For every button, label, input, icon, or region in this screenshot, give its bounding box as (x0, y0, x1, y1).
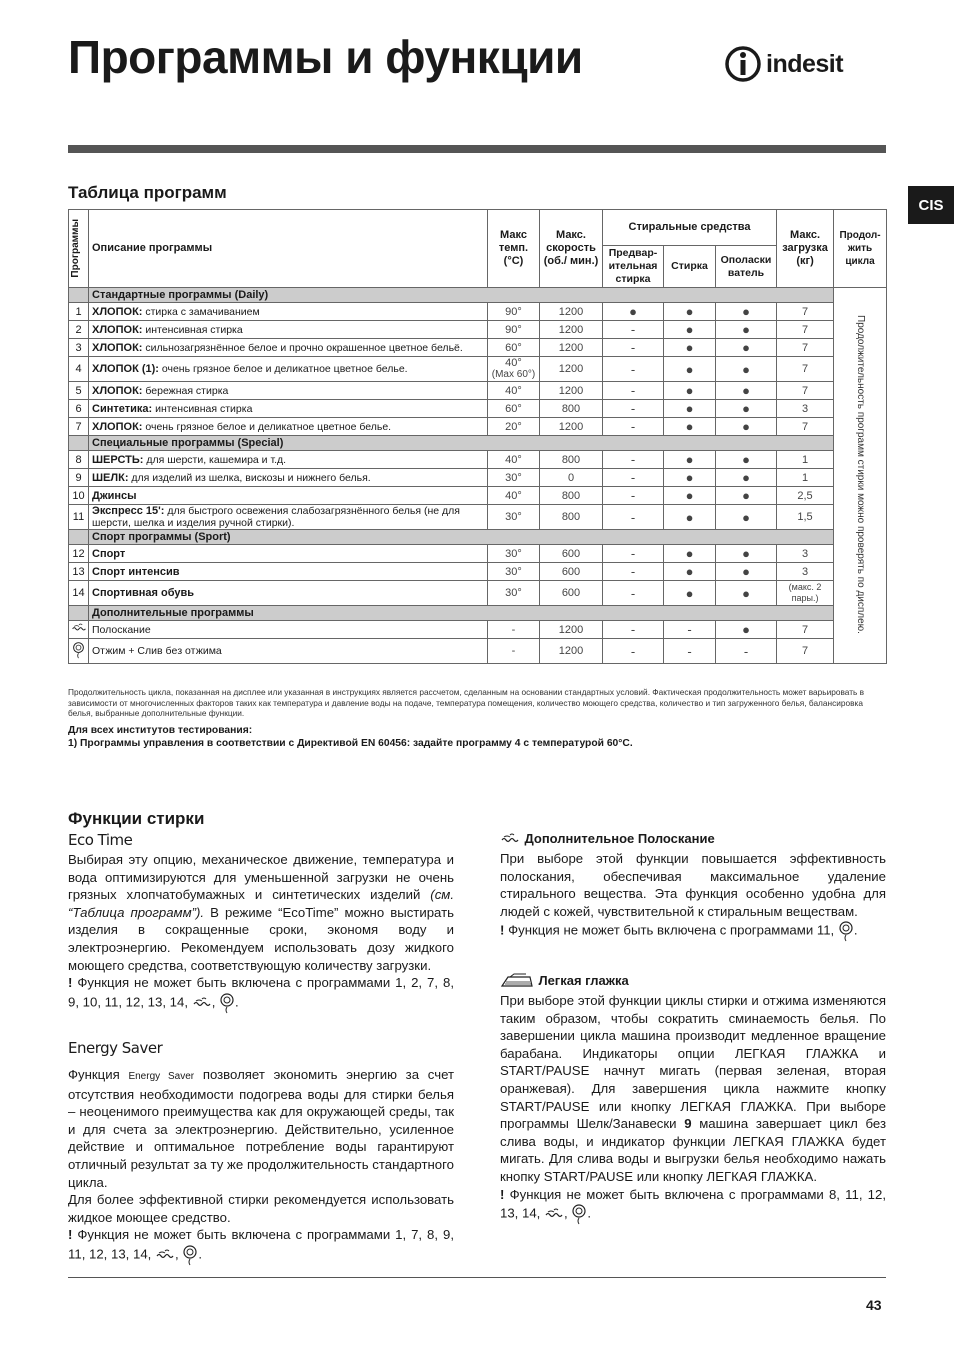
max-temp: 20° (488, 418, 540, 436)
group-label: Специальные программы (Special) (89, 436, 834, 451)
wash-mark: ● (664, 339, 716, 357)
program-detail: для быстрого освежения слабозагрязнённого белья (не для шерсти, шелка и изделия ручной стирки). (92, 505, 460, 529)
prewash-mark: - (603, 400, 664, 418)
max-temp: 40° (488, 487, 540, 505)
prewash-mark: - (603, 621, 664, 639)
period: . (198, 1246, 203, 1262)
energy-saver-logo: Energy Saver (68, 1039, 163, 1057)
wash-mark: ● (664, 400, 716, 418)
program-number: 9 (69, 469, 89, 487)
col-wash: Стирка (664, 246, 716, 288)
table-row (69, 639, 887, 664)
table-row (69, 487, 887, 505)
group-row (69, 436, 887, 451)
max-temp: 60° (488, 339, 540, 357)
table-row (69, 563, 887, 581)
max-load: 7 (777, 621, 834, 639)
max-speed: 1200 (540, 621, 603, 639)
prewash-mark: - (603, 451, 664, 469)
max-temp: 30° (488, 545, 540, 563)
group-label: Спорт программы (Sport) (89, 530, 834, 545)
program-description (89, 545, 488, 563)
rinse-mark: ● (716, 581, 777, 606)
program-name: Джинсы (92, 489, 137, 502)
program-name: ХЛОПОК: (92, 341, 143, 354)
table-row (69, 505, 887, 530)
col-duration: Продол- жить цикла (834, 210, 887, 288)
max-speed: 800 (540, 400, 603, 418)
table-section-title: Таблица программ (68, 183, 227, 202)
max-speed: 600 (540, 545, 603, 563)
col-detergents: Стиральные средства (603, 210, 777, 246)
spin-icon (838, 920, 854, 942)
programs-table (68, 209, 887, 664)
wash-mark: ● (664, 357, 716, 382)
col-description: Описание программы (89, 210, 488, 288)
program-detail: очень грязное белое и деликатное цветное белье. (158, 363, 408, 375)
wash-mark: ● (664, 451, 716, 469)
easy-iron-text-b: машина завершает цикл без слива воды, и индикатор функции ЛЕГКАЯ ГЛАЖКА будет мигать. Для слива воды и выгрузки белья необходимо нажать кнопку START/PAUSE или кнопку ЛЕГКАЯ ГЛАЖКА. (500, 1116, 886, 1184)
program-number: 13 (69, 563, 89, 581)
program-icon-cell (69, 639, 89, 664)
max-temp: 30° (488, 563, 540, 581)
max-speed: 600 (540, 563, 603, 581)
warning-mark: ! (500, 922, 505, 938)
prewash-mark: - (603, 487, 664, 505)
prewash-mark: ● (603, 303, 664, 321)
rinse-mark: ● (716, 563, 777, 581)
max-speed: 1200 (540, 639, 603, 664)
program-name: ХЛОПОК (1): (92, 363, 159, 375)
rinse-icon (71, 621, 87, 635)
col-max-speed: Макс. скорость (об./ мин.) (540, 210, 603, 288)
program-name: Спорт интенсив (92, 565, 180, 578)
period: . (853, 922, 858, 938)
temp-max: (Max 60°) (491, 369, 536, 380)
col-rinse: Ополаски ватель (716, 246, 777, 288)
table-row (69, 469, 887, 487)
rinse-mark: ● (716, 339, 777, 357)
header-rule (68, 145, 886, 153)
program-number: 1 (69, 303, 89, 321)
group-label: Дополнительные программы (89, 606, 834, 621)
rinse-mark: ● (716, 382, 777, 400)
table-row (69, 621, 887, 639)
page-number: 43 (866, 1297, 882, 1313)
max-load: 1,5 (777, 505, 834, 530)
program-description (89, 469, 488, 487)
energy-text-a: Функция (68, 1067, 120, 1082)
prewash-mark: - (603, 382, 664, 400)
program-detail: интенсивная стирка (152, 402, 253, 415)
warning-mark: ! (68, 975, 73, 991)
table-row (69, 357, 887, 382)
functions-title: Функции стирки (68, 809, 205, 828)
wash-mark: ● (664, 469, 716, 487)
wash-mark: ● (664, 303, 716, 321)
max-load: 7 (777, 639, 834, 664)
page-title: Программы и функции (68, 31, 583, 83)
max-load: 1 (777, 451, 834, 469)
program-name: ХЛОПОК: (92, 323, 143, 336)
col-prewash: Предвар- ительная стирка (603, 246, 664, 288)
program-name: Спортивная обувь (92, 587, 195, 599)
table-row (69, 581, 887, 606)
program-name: ШЕРСТЬ: (92, 453, 144, 466)
max-temp: - (488, 621, 540, 639)
table-row (69, 545, 887, 563)
max-speed: 1200 (540, 339, 603, 357)
table-row (69, 321, 887, 339)
max-load: 3 (777, 563, 834, 581)
program-detail: сильнозагрязнённое белое и прочно окрашенное цветное бельё. (142, 341, 463, 354)
program-name: Синтетика: (92, 402, 153, 415)
program-name: ШЕЛК: (92, 471, 129, 484)
duration-note: Продолжительность цикла, показанная на дисплее или указанная в инструкциях является рассчетом, сделанным на основании стандартных условий. Фактическая продолжительность может варьировать в зависимости от многочисленных факторов таких как температура и давление воды на подаче, температура помещения, количество моющего средства, количество и тип загруженного белья, балансировка белья, выбранные дополнительные функции. (68, 687, 865, 718)
table-row (69, 303, 887, 321)
max-load: 3 (777, 545, 834, 563)
program-description (89, 321, 488, 339)
ecotime-warning-text: Функция не может быть включена с программами 1, 2, 7, 8, 9, 10, 11, 12, 13, 14, (68, 975, 454, 1010)
rinse-icon (500, 831, 520, 847)
rinse-mark: ● (716, 303, 777, 321)
program-detail: для шерсти, кашемира и т.д. (143, 453, 287, 466)
spin-icon (182, 1244, 198, 1266)
prewash-mark: - (603, 339, 664, 357)
wash-mark: ● (664, 321, 716, 339)
group-label: Стандартные программы (Daily) (89, 288, 834, 303)
indesit-i-icon (724, 44, 762, 84)
footer-rule (68, 1277, 886, 1278)
max-load: 7 (777, 382, 834, 400)
prewash-mark: - (603, 581, 664, 606)
rinse-mark: ● (716, 357, 777, 382)
easy-iron-program-num: 9 (684, 1116, 692, 1132)
rinse-icon (192, 995, 212, 1011)
table-row (69, 382, 887, 400)
spin-icon (219, 992, 235, 1014)
extra-rinse-description (500, 850, 886, 942)
wash-mark: - (664, 639, 716, 664)
program-detail: бережная стирка (142, 384, 229, 397)
extra-rinse-warning-text: Функция не может быть включена с программами 11, (508, 922, 835, 938)
testing-line: 1) Программы управления в соответствии с Директивой EN 60456: задайте программу 4 с температурой 60°C. (68, 738, 633, 749)
prewash-mark: - (603, 418, 664, 436)
iron-icon (500, 973, 534, 989)
prewash-mark: - (603, 563, 664, 581)
rinse-icon (544, 1206, 564, 1222)
max-load: 2,5 (777, 487, 834, 505)
program-number: 5 (69, 382, 89, 400)
ecotime-text-2: В режиме “EcoTime” можно выстирать изделия в сокращенные сроки, экономя воду и электроэнергию. Рекомендуем использовать дозу жидкого моющего средства, соответствующую количеству загрузки. (68, 904, 454, 973)
max-speed: 1200 (540, 382, 603, 400)
program-description (89, 382, 488, 400)
program-description (89, 400, 488, 418)
energy-warning-text: Функция не может быть включена с программами 1, 7, 8, 9, 11, 12, 13, 14, (68, 1227, 454, 1262)
period: . (587, 1205, 592, 1221)
brand-logo (724, 44, 843, 84)
program-description (89, 621, 488, 639)
max-speed: 1200 (540, 303, 603, 321)
spin-icon (571, 1203, 587, 1225)
easy-iron-warning: ! Функция не может быть включена с программами 8, 11, 12, 13, 14, , . (500, 1186, 886, 1226)
temp-value: 40° (505, 357, 522, 369)
ecotime-logo: Eco Time (68, 831, 133, 849)
spin-icon (72, 641, 85, 659)
program-number: 10 (69, 487, 89, 505)
easy-iron-description (500, 992, 886, 1225)
program-name: ХЛОПОК: (92, 305, 143, 318)
energy-text-c: Для более эффективной стирки рекомендуется использовать жидкое моющее средство. (68, 1192, 454, 1225)
rinse-mark: ● (716, 451, 777, 469)
prewash-mark: - (603, 545, 664, 563)
max-temp (488, 357, 540, 382)
testing-note (68, 724, 888, 750)
program-description (89, 581, 488, 606)
max-load: 7 (777, 339, 834, 357)
program-description (89, 418, 488, 436)
duration-side-note: Продолжительность программ стирки можно проверять по дисплею. (855, 314, 867, 634)
col-programs: Программы (70, 219, 81, 278)
program-description (89, 563, 488, 581)
wash-mark: ● (664, 505, 716, 530)
wash-mark: ● (664, 487, 716, 505)
wash-mark: ● (664, 418, 716, 436)
program-detail: Отжим + Слив бeз отжима (92, 645, 222, 657)
testing-title: Для всех институтов тестирования: (68, 725, 253, 736)
max-load: (макс. 2 пары.) (777, 581, 834, 606)
rinse-mark: ● (716, 400, 777, 418)
max-speed: 800 (540, 487, 603, 505)
max-speed: 1200 (540, 418, 603, 436)
program-number: 8 (69, 451, 89, 469)
wash-mark: - (664, 621, 716, 639)
easy-iron-title: Легкая глажка (538, 973, 629, 988)
max-temp: 40° (488, 382, 540, 400)
max-load: 7 (777, 303, 834, 321)
max-speed: 800 (540, 451, 603, 469)
easy-iron-text-a: При выборе этой функции циклы стирки и отжима изменяются таким образом, чтобы сократить сминаемость белья. По завершении цикла машина производит медленное вращение барабана. Индикаторы опции ЛЕГКАЯ ГЛАЖКА и START/PAUSE начнут мигать (первая зеленая, вторая оранжевая). Для завершения цикла нажмите кнопку START/PAUSE или кнопку ЛЕГКАЯ ГЛАЖКА. При выборе программы Шелк/Занавески (500, 993, 886, 1132)
program-number: 6 (69, 400, 89, 418)
energy-warning: ! Функция не может быть включена с программами 1, 7, 8, 9, 11, 12, 13, 14, , . (68, 1226, 454, 1266)
program-description (89, 487, 488, 505)
prewash-mark: - (603, 505, 664, 530)
program-name: ХЛОПОК: (92, 384, 143, 397)
max-load: 3 (777, 400, 834, 418)
prewash-mark: - (603, 639, 664, 664)
max-temp: 90° (488, 321, 540, 339)
max-load: 1 (777, 469, 834, 487)
table-row (69, 339, 887, 357)
energy-saver-description (68, 1066, 454, 1266)
rinse-mark: ● (716, 621, 777, 639)
max-temp: 30° (488, 505, 540, 530)
energy-text-b: позволяет экономить энергию за счет отсутствия необходимости подогрева воды для стирки белья – неоценимого преимущества как для окружающей среды, так и для счета за электроэнергию. Действительно, усиленное действие и оптимальное потребление воды гарантируют отличный результат за ту же продолжительность стандартного цикла. (68, 1067, 455, 1190)
max-temp: 40° (488, 451, 540, 469)
program-number: 7 (69, 418, 89, 436)
rinse-mark: ● (716, 321, 777, 339)
period: . (235, 994, 239, 1010)
brand-name: indesit (766, 49, 844, 78)
program-detail: Полоскание (92, 623, 151, 636)
table-row (69, 418, 887, 436)
group-row (69, 530, 887, 545)
program-description (89, 505, 488, 530)
wash-mark: ● (664, 581, 716, 606)
table-row (69, 451, 887, 469)
wash-mark: ● (664, 563, 716, 581)
warning-mark: ! (68, 1227, 73, 1243)
ecotime-ref: (см. “Таблица программ”). (68, 887, 454, 920)
extra-rinse-heading (500, 830, 715, 848)
extra-rinse-text: При выборе этой функции повышается эффективность полоскания, обеспечивая максимальное удаление стирального вещества. Эта функция особенно удобна для людей с кожей, чувствительной к стиральным веществам. (500, 851, 886, 919)
program-detail: интенсивная стирка (142, 323, 243, 336)
program-number: 4 (69, 357, 89, 382)
program-description (89, 303, 488, 321)
program-description (89, 639, 488, 664)
max-temp: 30° (488, 581, 540, 606)
max-speed: 1200 (540, 357, 603, 382)
max-temp: - (488, 639, 540, 664)
max-speed: 1200 (540, 321, 603, 339)
program-detail: очень грязное белое и деликатное цветное белье. (142, 420, 392, 433)
wash-mark: ● (664, 382, 716, 400)
ecotime-text: Выбирая эту опцию, механическое движение, температура и вода оптимизируются для уменьшенной загрузки не очень грязных хлопчатобумажных и синтетических изделий (68, 852, 454, 903)
warning-mark: ! (500, 1186, 505, 1202)
rinse-mark: ● (716, 545, 777, 563)
max-load: 7 (777, 418, 834, 436)
max-load: 7 (777, 321, 834, 339)
program-description (89, 451, 488, 469)
rinse-mark: ● (716, 469, 777, 487)
program-name: Спорт (92, 547, 126, 560)
rinse-icon (155, 1247, 175, 1263)
max-temp: 60° (488, 400, 540, 418)
program-icon-cell (69, 621, 89, 639)
col-max-load: Макс. загрузка (кг) (777, 210, 834, 288)
group-row (69, 606, 887, 621)
easy-iron-heading (500, 972, 629, 990)
rinse-mark: ● (716, 505, 777, 530)
prewash-mark: - (603, 321, 664, 339)
energy-saver-inline-logo: Energy Saver (128, 1071, 195, 1082)
program-number: 3 (69, 339, 89, 357)
program-number: 11 (69, 505, 89, 530)
program-number: 12 (69, 545, 89, 563)
prewash-mark: - (603, 469, 664, 487)
language-tab: CIS (908, 186, 954, 224)
program-description (89, 339, 488, 357)
table-row (69, 400, 887, 418)
max-speed: 800 (540, 505, 603, 530)
program-number: 14 (69, 581, 89, 606)
program-name: Экспресс 15': (92, 505, 165, 517)
program-name: ХЛОПОК: (92, 420, 143, 433)
program-detail: для изделий из шелка, вискозы и нижнего белья. (128, 471, 371, 484)
prewash-mark: - (603, 357, 664, 382)
ecotime-warning: ! Функция не может быть включена с программами 1, 2, 7, 8, 9, 10, 11, 12, 13, 14, , . (68, 974, 454, 1014)
program-description (89, 357, 488, 382)
extra-rinse-title: Дополнительное Полоскание (524, 831, 715, 846)
max-temp: 90° (488, 303, 540, 321)
rinse-mark: - (716, 639, 777, 664)
rinse-mark: ● (716, 418, 777, 436)
easy-iron-warning-text: Функция не может быть включена с программами 8, 11, 12, 13, 14, (500, 1186, 886, 1221)
program-number: 2 (69, 321, 89, 339)
program-detail: стирка с замачиванием (142, 305, 260, 318)
extra-rinse-warning (500, 920, 886, 942)
max-speed: 0 (540, 469, 603, 487)
max-load: 7 (777, 357, 834, 382)
rinse-mark: ● (716, 487, 777, 505)
col-max-temp: Макс темп. (°C) (488, 210, 540, 288)
group-row (69, 288, 887, 303)
ecotime-description (68, 851, 454, 1014)
max-speed: 600 (540, 581, 603, 606)
max-temp: 30° (488, 469, 540, 487)
wash-mark: ● (664, 545, 716, 563)
